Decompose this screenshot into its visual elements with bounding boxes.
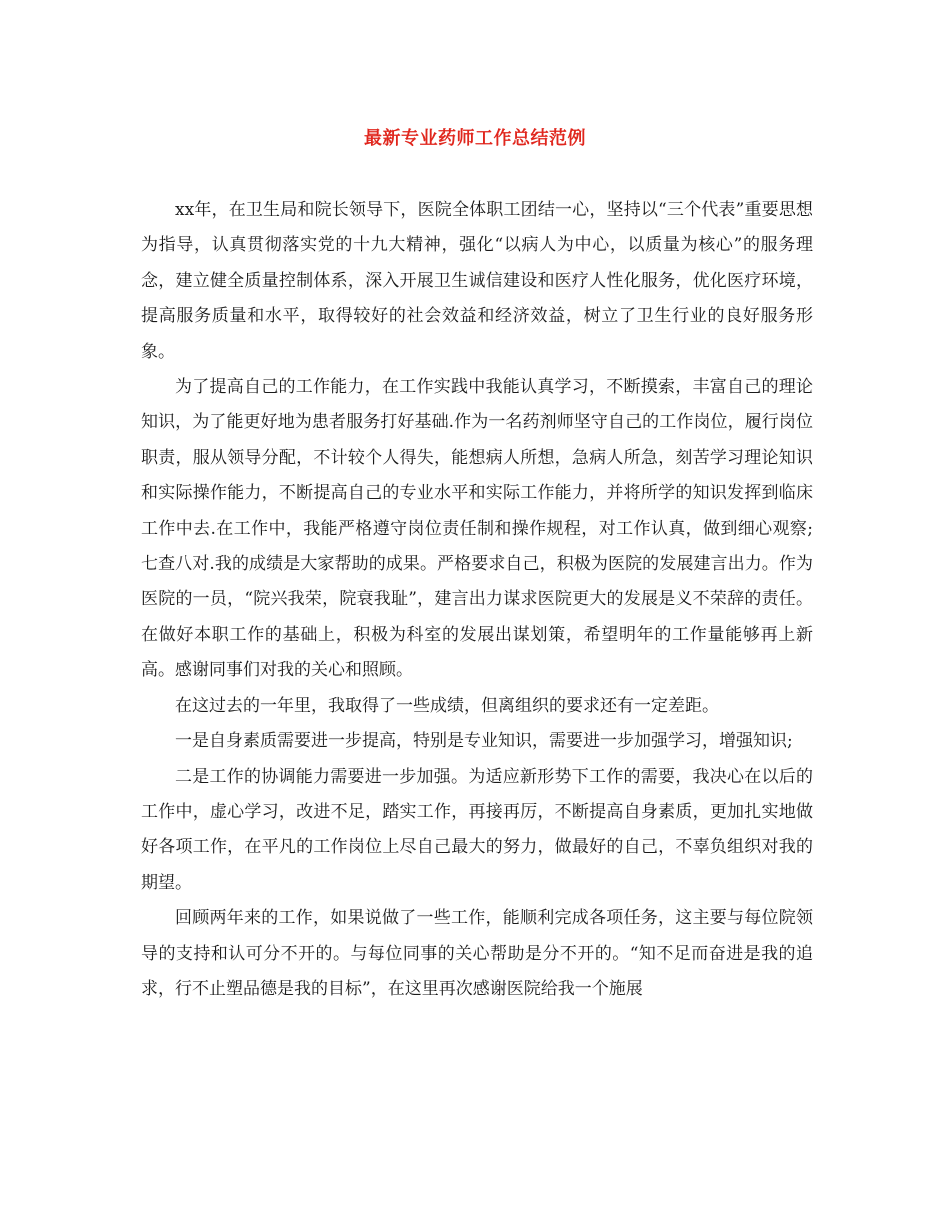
paragraph: 为了提高自己的工作能力，在工作实践中我能认真学习，不断摸索，丰富自己的理论知识，为了能更好地为患者服务打好基础.作为一名药剂师坚守自己的工作岗位，履行岗位职责，服从领导分配，不计较个人得失，能想病人所想，急病人所急，刻苦学习理论知识和实际操作能力，不断提高自己的专业水平和实际工作能力，并将所学的知识发挥到临床工作中去.在工作中，我能严格遵守岗位责任制和操作规程，对工作认真，做到细心观察;七查八对.我的成绩是大家帮助的成果。严格要求自己，积极为医院的发展建言出力。作为医院的一员，“院兴我荣，院衰我耻”，建言出力谋求医院更大的发展是义不荣辞的责任。在做好本职工作的基础上，积极为科室的发展出谋划策，希望明年的工作量能够再上新高。感谢同事们对我的关心和照顾。 (141, 377, 813, 681)
paragraph: 二是工作的协调能力需要进一步加强。为适应新形势下工作的需要，我决心在以后的工作中，虚心学习，改进不足，踏实工作，再接再厉，不断提高自身素质，更加扎实地做好各项工作，在平凡的工作岗位上尽自己最大的努力，做最好的自己，不辜负组织对我的期望。 (141, 766, 813, 893)
document-body (141, 193, 813, 1007)
paragraph: 一是自身素质需要进一步提高，特别是专业知识，需要进一步加强学习，增强知识; (175, 731, 793, 752)
paragraph: 在这过去的一年里，我取得了一些成绩，但离组织的要求还有一定差距。 (175, 695, 719, 716)
paragraph: 回顾两年来的工作，如果说做了一些工作，能顺利完成各项任务，这主要与每位院领导的支持和认可分不开的。与每位同事的关心帮助是分不开的。“知不足而奋进是我的追求，行不止塑品德是我的目标”，在这里再次感谢医院给我一个施展 (141, 908, 813, 999)
paragraph: xx年，在卫生局和院长领导下，医院全体职工团结一心，坚持以“三个代表”重要思想为指导，认真贯彻落实党的十九大精神，强化“以病人为中心，以质量为核心”的服务理念，建立健全质量控制体系，深入开展卫生诚信建设和医疗人性化服务，优化医疗环境，提高服务质量和水平，取得较好的社会效益和经济效益，树立了卫生行业的良好服务形象。 (141, 200, 813, 362)
document-title: 最新专业药师工作总结范例 (364, 128, 586, 149)
